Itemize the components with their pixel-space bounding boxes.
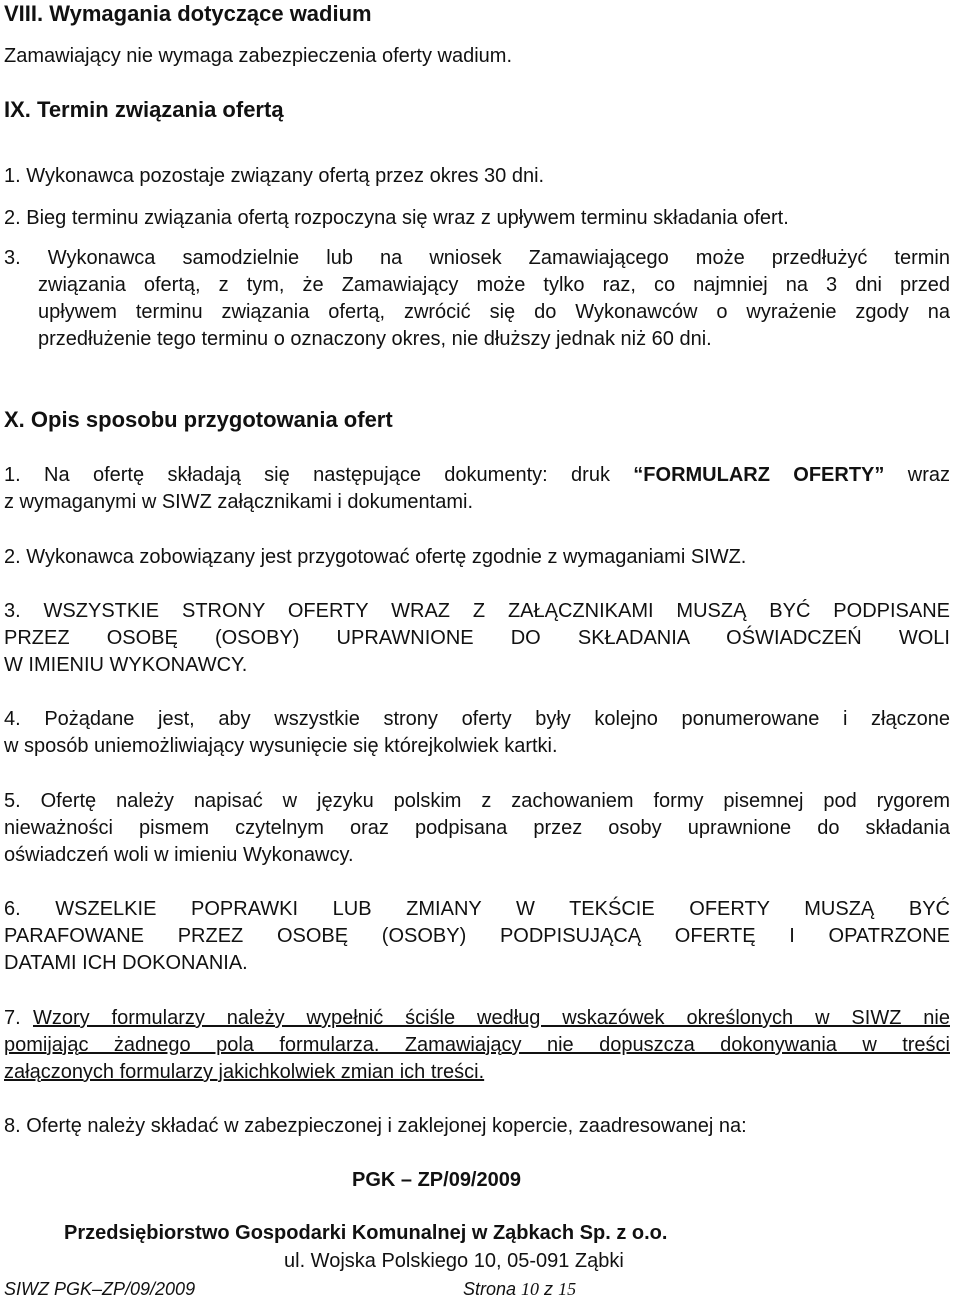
section-x-item-7-line-1: Wzory formularzy należy wypełnić ściśle według wskazówek określonych w SIWZ nie [33, 1007, 950, 1029]
section-x-item-8: 8. Ofertę należy składać w zabezpieczonej i zaklejonej kopercie, zaadresowanej na: [4, 1115, 747, 1137]
section-x-item-4-line-1: 4. Pożądane jest, aby wszystkie strony oferty były kolejno ponumerowane i złączone [4, 708, 950, 730]
section-ix-item-3-line-2: związania ofertą, z tym, że Zamawiający może tylko raz, co najmniej na 3 dni przed [38, 274, 950, 296]
item-1-text: 1. Na ofertę składają się następujące dokumenty: druk [4, 464, 634, 486]
section-x-item-7-line-3: załączonych formularzy jakichkolwiek zmian ich treści. [4, 1061, 485, 1083]
page-label: Strona [463, 1279, 522, 1299]
envelope-address: ul. Wojska Polskiego 10, 05-091 Ząbki [284, 1250, 624, 1272]
section-x-item-5-line-1: 5. Ofertę należy napisać w języku polskim z zachowaniem formy pisemnej pod rygorem [4, 790, 950, 812]
section-x-item-3-line-1: 3. WSZYSTKIE STRONY OFERTY WRAZ Z ZAŁĄCZNIKAMI MUSZĄ BYĆ PODPISANE [4, 600, 950, 622]
section-ix-item-3-line-4: przedłużenie tego terminu o oznaczony okres, nie dłuższy jednak niż 60 dni. [38, 328, 712, 350]
section-x-item-1-line-2: z wymaganymi w SIWZ załącznikami i dokumentami. [4, 491, 474, 513]
section-x-title: X. Opis sposobu przygotowania ofert [4, 407, 393, 432]
page-current: 10 [521, 1279, 540, 1299]
section-viii-title: VIII. Wymagania dotyczące wadium [4, 1, 372, 26]
page-of-label: z [539, 1279, 559, 1299]
section-x-item-2: 2. Wykonawca zobowiązany jest przygotować ofertę zgodnie z wymaganiami SIWZ. [4, 546, 747, 568]
page-total: 15 [558, 1279, 577, 1299]
section-viii-text: Zamawiający nie wymaga zabezpieczenia oferty wadium. [4, 45, 513, 67]
section-x-item-7-line-2: pomijając żadnego pola formularza. Zamawiający nie dopuszcza dokonywania w treści [4, 1034, 950, 1056]
section-x-item-6-line-1: 6. WSZELKIE POPRAWKI LUB ZMIANY W TEKŚCIE OFERTY MUSZĄ BYĆ [4, 898, 950, 920]
footer-doc-id: SIWZ PGK–ZP/09/2009 [4, 1279, 196, 1299]
section-ix-item-3-line-3: upływem terminu związania ofertą, zwrócić się do Wykonawców o wyrażenie zgody na [38, 301, 950, 323]
envelope-company: Przedsiębiorstwo Gospodarki Komunalnej w Ząbkach Sp. z o.o. [64, 1222, 668, 1244]
envelope-code: PGK – ZP/09/2009 [352, 1169, 521, 1191]
section-x-item-5-line-3: oświadczeń woli w imieniu Wykonawcy. [4, 844, 354, 866]
section-ix-item-3-line-1: 3. Wykonawca samodzielnie lub na wniosek Zamawiającego może przedłużyć termin [4, 247, 950, 269]
section-x-item-1-line-1 [4, 463, 950, 487]
section-x-item-3-line-2: PRZEZ OSOBĘ (OSOBY) UPRAWNIONE DO SKŁADANIA OŚWIADCZEŃ WOLI [4, 627, 950, 649]
section-x-item-5-line-2: nieważności pismem czytelnym oraz podpisana przez osoby uprawnione do składania [4, 817, 950, 839]
section-x-item-3-line-3: W IMIENIU WYKONAWCY. [4, 654, 248, 676]
formularz-oferty-label: “FORMULARZ OFERTY” [633, 464, 885, 486]
section-ix-item-1: 1. Wykonawca pozostaje związany ofertą przez okres 30 dni. [4, 165, 545, 187]
section-x-item-4-line-2: w sposób uniemożliwiający wysunięcie się którejkolwiek kartki. [4, 735, 558, 757]
section-ix-item-2: 2. Bieg terminu związania ofertą rozpoczyna się wraz z upływem terminu składania ofert. [4, 207, 789, 229]
footer-page-number [463, 1278, 576, 1300]
section-x-item-6-line-3: DATAMI ICH DOKONANIA. [4, 952, 248, 974]
item-1-tail: wraz [884, 464, 950, 486]
section-ix-title: IX. Termin związania ofertą [4, 97, 284, 122]
section-x-item-7-number: 7. [4, 1007, 21, 1029]
section-x-item-6-line-2: PARAFOWANE PRZEZ OSOBĘ (OSOBY) PODPISUJĄCĄ OFERTĘ I OPATRZONE [4, 925, 950, 947]
